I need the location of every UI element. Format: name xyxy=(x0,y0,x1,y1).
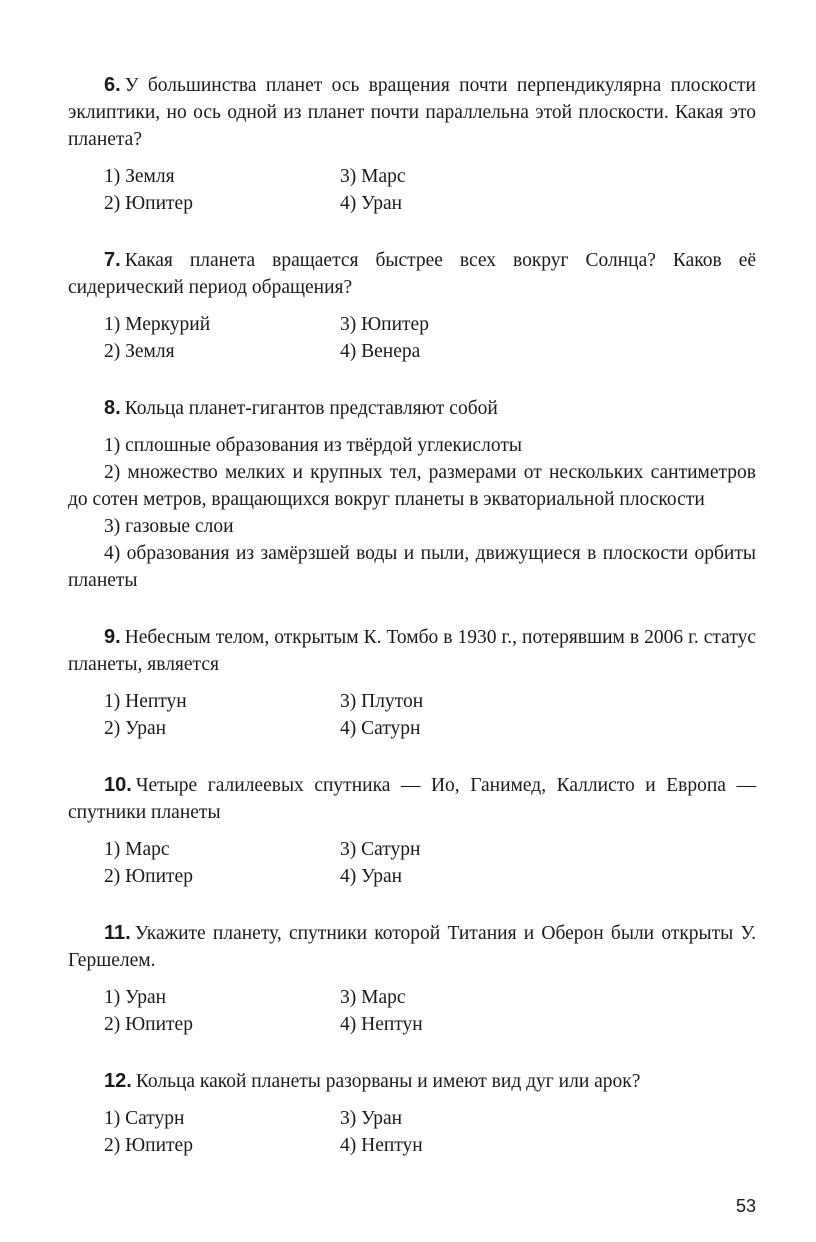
question-number: 7. xyxy=(104,249,121,271)
answer-option: 2) Юпитер xyxy=(104,1014,193,1035)
answer-option: 1) Марс xyxy=(104,839,170,860)
answer-option: 1) Земля xyxy=(104,166,175,187)
question-10 xyxy=(68,772,756,890)
question-number: 10. xyxy=(104,774,132,796)
answer-options xyxy=(68,432,756,594)
answer-option: 1) Нептун xyxy=(104,691,187,712)
question-body: Кольца планет-гигантов представляют собой xyxy=(124,398,498,419)
question-body: Четыре галилеевых спутника — Ио, Ганимед, Каллисто и Европа — спутники планеты xyxy=(68,775,756,823)
question-number: 11. xyxy=(104,922,131,944)
answer-option: 1) сплошные образования из твёрдой углекислоты xyxy=(104,435,522,456)
page-number: 53 xyxy=(735,1196,756,1216)
question-8 xyxy=(68,395,756,594)
question-number: 8. xyxy=(104,397,121,419)
question-text xyxy=(68,395,756,422)
answer-option: 4) Венера xyxy=(340,341,421,362)
question-body: Укажите планету, спутники которой Титания и Оберон были открыты У. Гершелем. xyxy=(68,923,756,971)
question-text xyxy=(68,247,756,301)
answer-options xyxy=(104,836,756,890)
question-body: Какая планета вращается быстрее всех вокруг Солнца? Каков её сидерический период обращения? xyxy=(68,250,756,298)
answer-option: 2) Юпитер xyxy=(104,1135,193,1156)
question-body: У большинства планет ось вращения почти перпендикулярна плоскости эклиптики, но ось одной из планет почти параллельна этой плоскости. Какая это планета? xyxy=(68,75,756,150)
answer-option: 2) Юпитер xyxy=(104,193,193,214)
question-text xyxy=(68,624,756,678)
question-6 xyxy=(68,72,756,217)
question-7 xyxy=(68,247,756,365)
answer-option: 3) Марс xyxy=(340,166,406,187)
question-12 xyxy=(68,1068,756,1159)
answer-option: 3) газовые слои xyxy=(104,516,234,537)
question-text xyxy=(68,72,756,153)
answer-option: 2) Уран xyxy=(104,718,167,739)
answer-option: 4) Уран xyxy=(340,866,403,887)
answer-option: 3) Сатурн xyxy=(340,839,421,860)
answer-options xyxy=(104,163,756,217)
answer-option: 3) Уран xyxy=(340,1108,403,1129)
answer-options xyxy=(104,688,756,742)
question-body: Небесным телом, открытым К. Томбо в 1930 г., потерявшим в 2006 г. статус планеты, является xyxy=(68,627,756,675)
question-number: 9. xyxy=(104,626,121,648)
answer-option: 2) Земля xyxy=(104,341,175,362)
page-content xyxy=(68,72,756,1189)
question-body: Кольца какой планеты разорваны и имеют вид дуг или арок? xyxy=(135,1071,641,1092)
answer-options xyxy=(104,984,756,1038)
question-number: 12. xyxy=(104,1070,132,1092)
answer-option: 4) образования из замёрзшей воды и пыли, движущиеся в плоскости орбиты планеты xyxy=(68,543,756,591)
answer-options xyxy=(104,1105,756,1159)
answer-option: 3) Юпитер xyxy=(340,314,429,335)
question-9 xyxy=(68,624,756,742)
answer-options xyxy=(104,311,756,365)
answer-option: 2) множество мелких и крупных тел, размерами от нескольких сантиметров до сотен метров, вращающихся вокруг планеты в экваториальной плоскости xyxy=(68,462,756,510)
question-text xyxy=(68,1068,756,1095)
answer-option: 3) Марс xyxy=(340,987,406,1008)
question-number: 6. xyxy=(104,74,121,96)
answer-option: 1) Меркурий xyxy=(104,314,211,335)
answer-option: 4) Сатурн xyxy=(340,718,421,739)
answer-option: 2) Юпитер xyxy=(104,866,193,887)
answer-option: 4) Уран xyxy=(340,193,403,214)
answer-option: 1) Уран xyxy=(104,987,167,1008)
answer-option: 1) Сатурн xyxy=(104,1108,185,1129)
answer-option: 4) Нептун xyxy=(340,1014,423,1035)
answer-option: 4) Нептун xyxy=(340,1135,423,1156)
question-text xyxy=(68,920,756,974)
question-11 xyxy=(68,920,756,1038)
answer-option: 3) Плутон xyxy=(340,691,424,712)
question-text xyxy=(68,772,756,826)
